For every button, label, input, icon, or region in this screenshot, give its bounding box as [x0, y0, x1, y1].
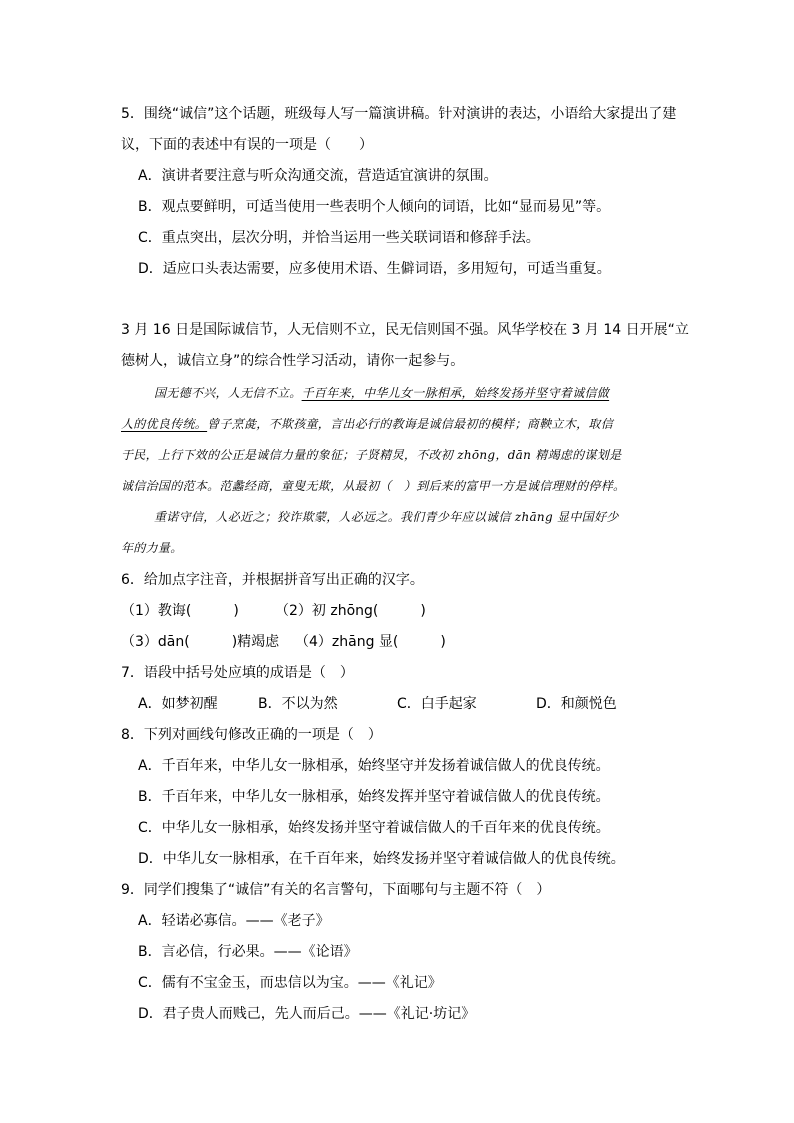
q8-option-a: A．千百年来，中华儿女一脉相承，始终坚守并发扬着诚信做人的优良传统。 [138, 758, 610, 774]
passage-p1-line3: 于民，上行下效的公正是诚信力量的象征；子贤精炅，不改初 zhōng，dān 精竭虑的谋划是 [121, 448, 622, 462]
q5-option-b: B．观点要鲜明，可适当使用一些表明个人倾向的词语，比如“显而易见”等。 [138, 199, 611, 215]
intro-line2: 德树人，诚信立身”的综合性学习活动，请你一起参与。 [121, 353, 465, 369]
q7-option-d: D．和颜悦色 [536, 696, 617, 712]
passage-p1-line1 [154, 383, 609, 403]
passage-p1-line2 [121, 414, 613, 434]
passage-p2-line2: 年的力量。 [121, 541, 183, 555]
underlined-sentence-end: 人的优良传统。 [121, 417, 208, 431]
q7-option-c: C．白手起家 [397, 696, 477, 712]
q5-option-a: A．演讲者要注意与听众沟通交流，营造适宜演讲的氛围。 [138, 168, 498, 184]
q5-stem-line1: 5．围绕“诚信”这个话题，班级每人写一篇演讲稿。针对演讲的表达，小语给大家提出了建 [121, 106, 677, 122]
q8-option-b: B．千百年来，中华儿女一脉相承，始终发挥并坚守着诚信做人的优良传统。 [138, 789, 610, 805]
q6-item2: （2）初 zhōng( ) [275, 603, 426, 619]
q9-option-a: A．轻诺必寡信。——《老子》 [138, 913, 330, 929]
q9-option-b: B．言必信，行必果。——《论语》 [138, 944, 358, 960]
q7-stem: 7．语段中括号处应填的成语是（ ） [121, 665, 354, 681]
passage-p1-line4: 诚信治国的范本。范蠡经商，童叟无欺，从最初（ ）到后来的富甲一方是诚信理财的停样。 [121, 479, 626, 493]
q6-item4: （4）zhāng 显( ) [295, 634, 446, 650]
q5-option-d: D．适应口头表达需要，应多使用术语、生僻词语，多用短句，可适当重复。 [138, 261, 611, 277]
intro-line1: 3 月 16 日是国际诚信节，人无信则不立，民无信则国不强。风华学校在 3 月 14 日开展“立 [121, 322, 689, 338]
passage-text: 曾子烹彘，不欺孩童，言出必行的教诲是诚信最初的模样；商鞅立木，取信 [207, 417, 614, 431]
q6-stem: 6．给加点字注音，并根据拼音写出正确的汉字。 [121, 572, 424, 588]
q8-option-d: D．中华儿女一脉相承，在千百年来，始终发扬并坚守着诚信做人的优良传统。 [138, 851, 625, 867]
q9-stem: 9．同学们搜集了“诚信”有关的名言警句，下面哪句与主题不符（ ） [121, 882, 551, 898]
q8-stem: 8．下列对画线句修改正确的一项是（ ） [121, 727, 382, 743]
q9-option-d: D．君子贵人而贱己，先人而后己。——《礼记·坊记》 [138, 1006, 476, 1022]
q7-option-b: B．不以为然 [258, 696, 338, 712]
underlined-sentence: 千百年来，中华儿女一脉相承，始终发扬并坚守着诚信做 [301, 386, 610, 400]
q6-item1: （1）教诲( ) [121, 603, 239, 619]
passage-p2-line1: 重诺守信，人必近之；狡诈欺蒙，人必远之。我们青少年应以诚信 zhāng 显中国好少 [154, 510, 619, 524]
q5-stem-line2: 议，下面的表述中有误的一项是（ ） [121, 137, 373, 153]
q9-option-c: C．儒有不宝金玉，而忠信以为宝。——《礼记》 [138, 975, 442, 991]
q8-option-c: C．中华儿女一脉相承，始终发扬并坚守着诚信做人的千百年来的优良传统。 [138, 820, 610, 836]
q6-item3: （3）dān( )精竭虑 [121, 634, 280, 650]
q5-option-c: C．重点突出，层次分明，并恰当运用一些关联词语和修辞手法。 [138, 230, 540, 246]
q7-option-a: A．如梦初醒 [138, 696, 218, 712]
passage-text: 国无德不兴，人无信不立。 [154, 386, 302, 400]
